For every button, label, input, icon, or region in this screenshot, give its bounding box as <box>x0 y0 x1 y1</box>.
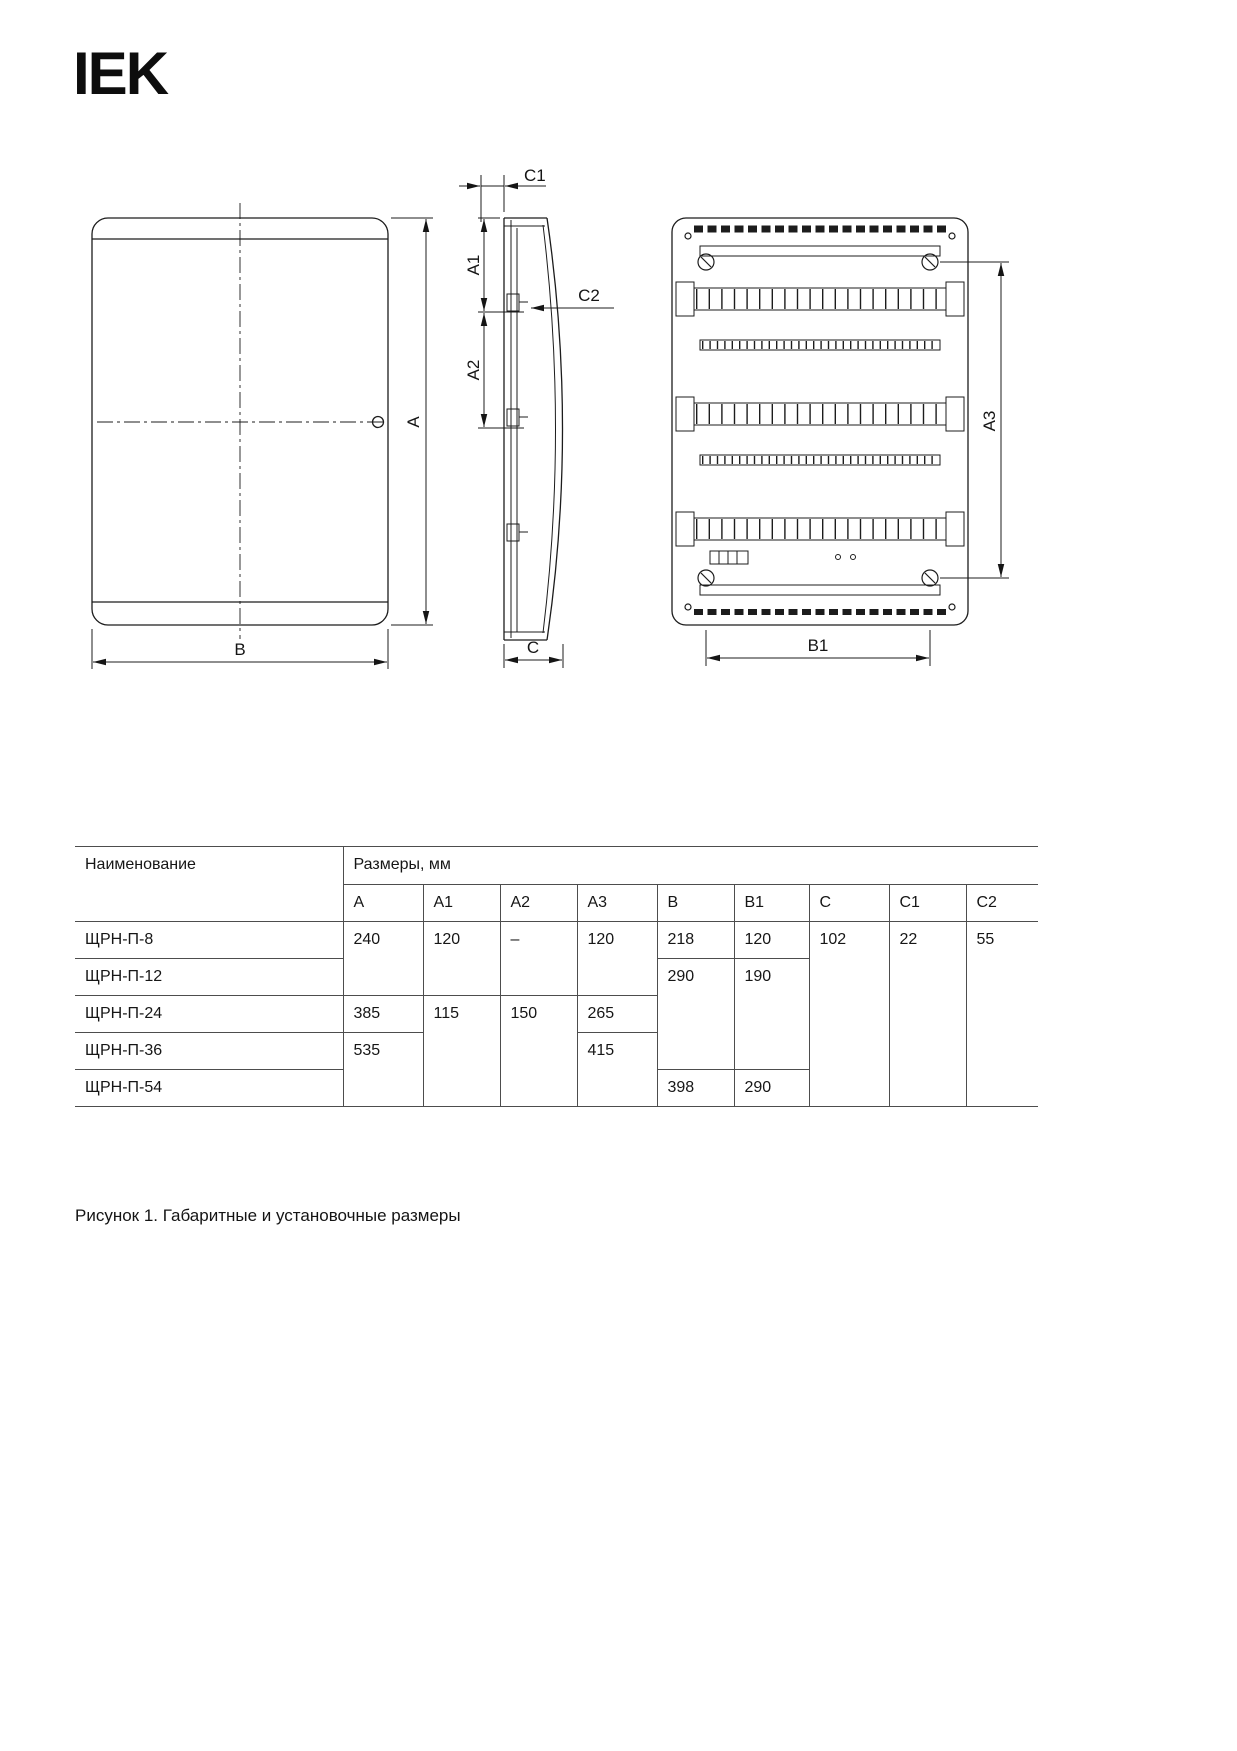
table-cell: – <box>500 922 577 996</box>
table-header-sizes: Размеры, мм <box>343 847 1038 885</box>
table-cell: 55 <box>966 922 1038 1107</box>
din-rails <box>676 282 964 546</box>
row-name: ЩРН-П-36 <box>75 1033 343 1070</box>
col-header-a1: A1 <box>423 885 500 922</box>
dim-label-a1: A1 <box>464 254 483 276</box>
table-cell: 22 <box>889 922 966 1107</box>
dim-label-c1: C1 <box>524 166 546 185</box>
col-header-a: A <box>343 885 423 922</box>
table-cell: 398 <box>657 1070 734 1107</box>
table-cell: 290 <box>734 1070 809 1107</box>
row-name: ЩРН-П-54 <box>75 1070 343 1107</box>
mounting-screws <box>685 233 955 610</box>
top-mounting-strip <box>700 246 940 256</box>
table-header-name: Наименование <box>75 847 343 922</box>
row-name: ЩРН-П-24 <box>75 996 343 1033</box>
side-view <box>459 175 614 668</box>
dimension-drawings <box>0 0 1237 720</box>
row-name: ЩРН-П-12 <box>75 959 343 996</box>
table-row <box>75 922 1038 959</box>
table-cell: 190 <box>734 959 809 1070</box>
table-cell: 120 <box>577 922 657 996</box>
table-cell: 535 <box>343 1033 423 1107</box>
col-header-b: B <box>657 885 734 922</box>
col-header-b1: B1 <box>734 885 809 922</box>
dim-label-c: C <box>526 638 540 657</box>
table-cell: 120 <box>734 922 809 959</box>
dim-label-a: A <box>404 416 423 428</box>
row-name: ЩРН-П-8 <box>75 922 343 959</box>
dim-label-c2: C2 <box>578 286 600 305</box>
bottom-mounting-strip <box>700 585 940 595</box>
dimensions-table <box>75 846 1038 1107</box>
col-header-c1: C1 <box>889 885 966 922</box>
dim-label-a3: A3 <box>980 410 999 432</box>
table-cell: 240 <box>343 922 423 996</box>
col-header-a2: A2 <box>500 885 577 922</box>
table-cell: 415 <box>577 1033 657 1107</box>
terminal-block <box>710 551 856 564</box>
figure-caption: Рисунок 1. Габаритные и установочные размеры <box>75 1206 461 1225</box>
dim-label-a2: A2 <box>464 359 483 381</box>
table-cell: 115 <box>423 996 500 1107</box>
back-view <box>672 218 1009 666</box>
front-view <box>92 203 433 669</box>
table-cell: 265 <box>577 996 657 1033</box>
col-header-a3: A3 <box>577 885 657 922</box>
dim-label-b: B <box>234 640 246 659</box>
dim-label-b1: B1 <box>807 636 829 655</box>
col-header-c: C <box>809 885 889 922</box>
table-cell: 150 <box>500 996 577 1107</box>
table-cell: 102 <box>809 922 889 1107</box>
dim-lines-side <box>459 175 614 668</box>
table-cell: 385 <box>343 996 423 1033</box>
col-header-c2: C2 <box>966 885 1038 922</box>
table-cell: 290 <box>657 959 734 1070</box>
iek-logo: IEK <box>73 40 168 107</box>
table-cell: 120 <box>423 922 500 996</box>
table-cell: 218 <box>657 922 734 959</box>
